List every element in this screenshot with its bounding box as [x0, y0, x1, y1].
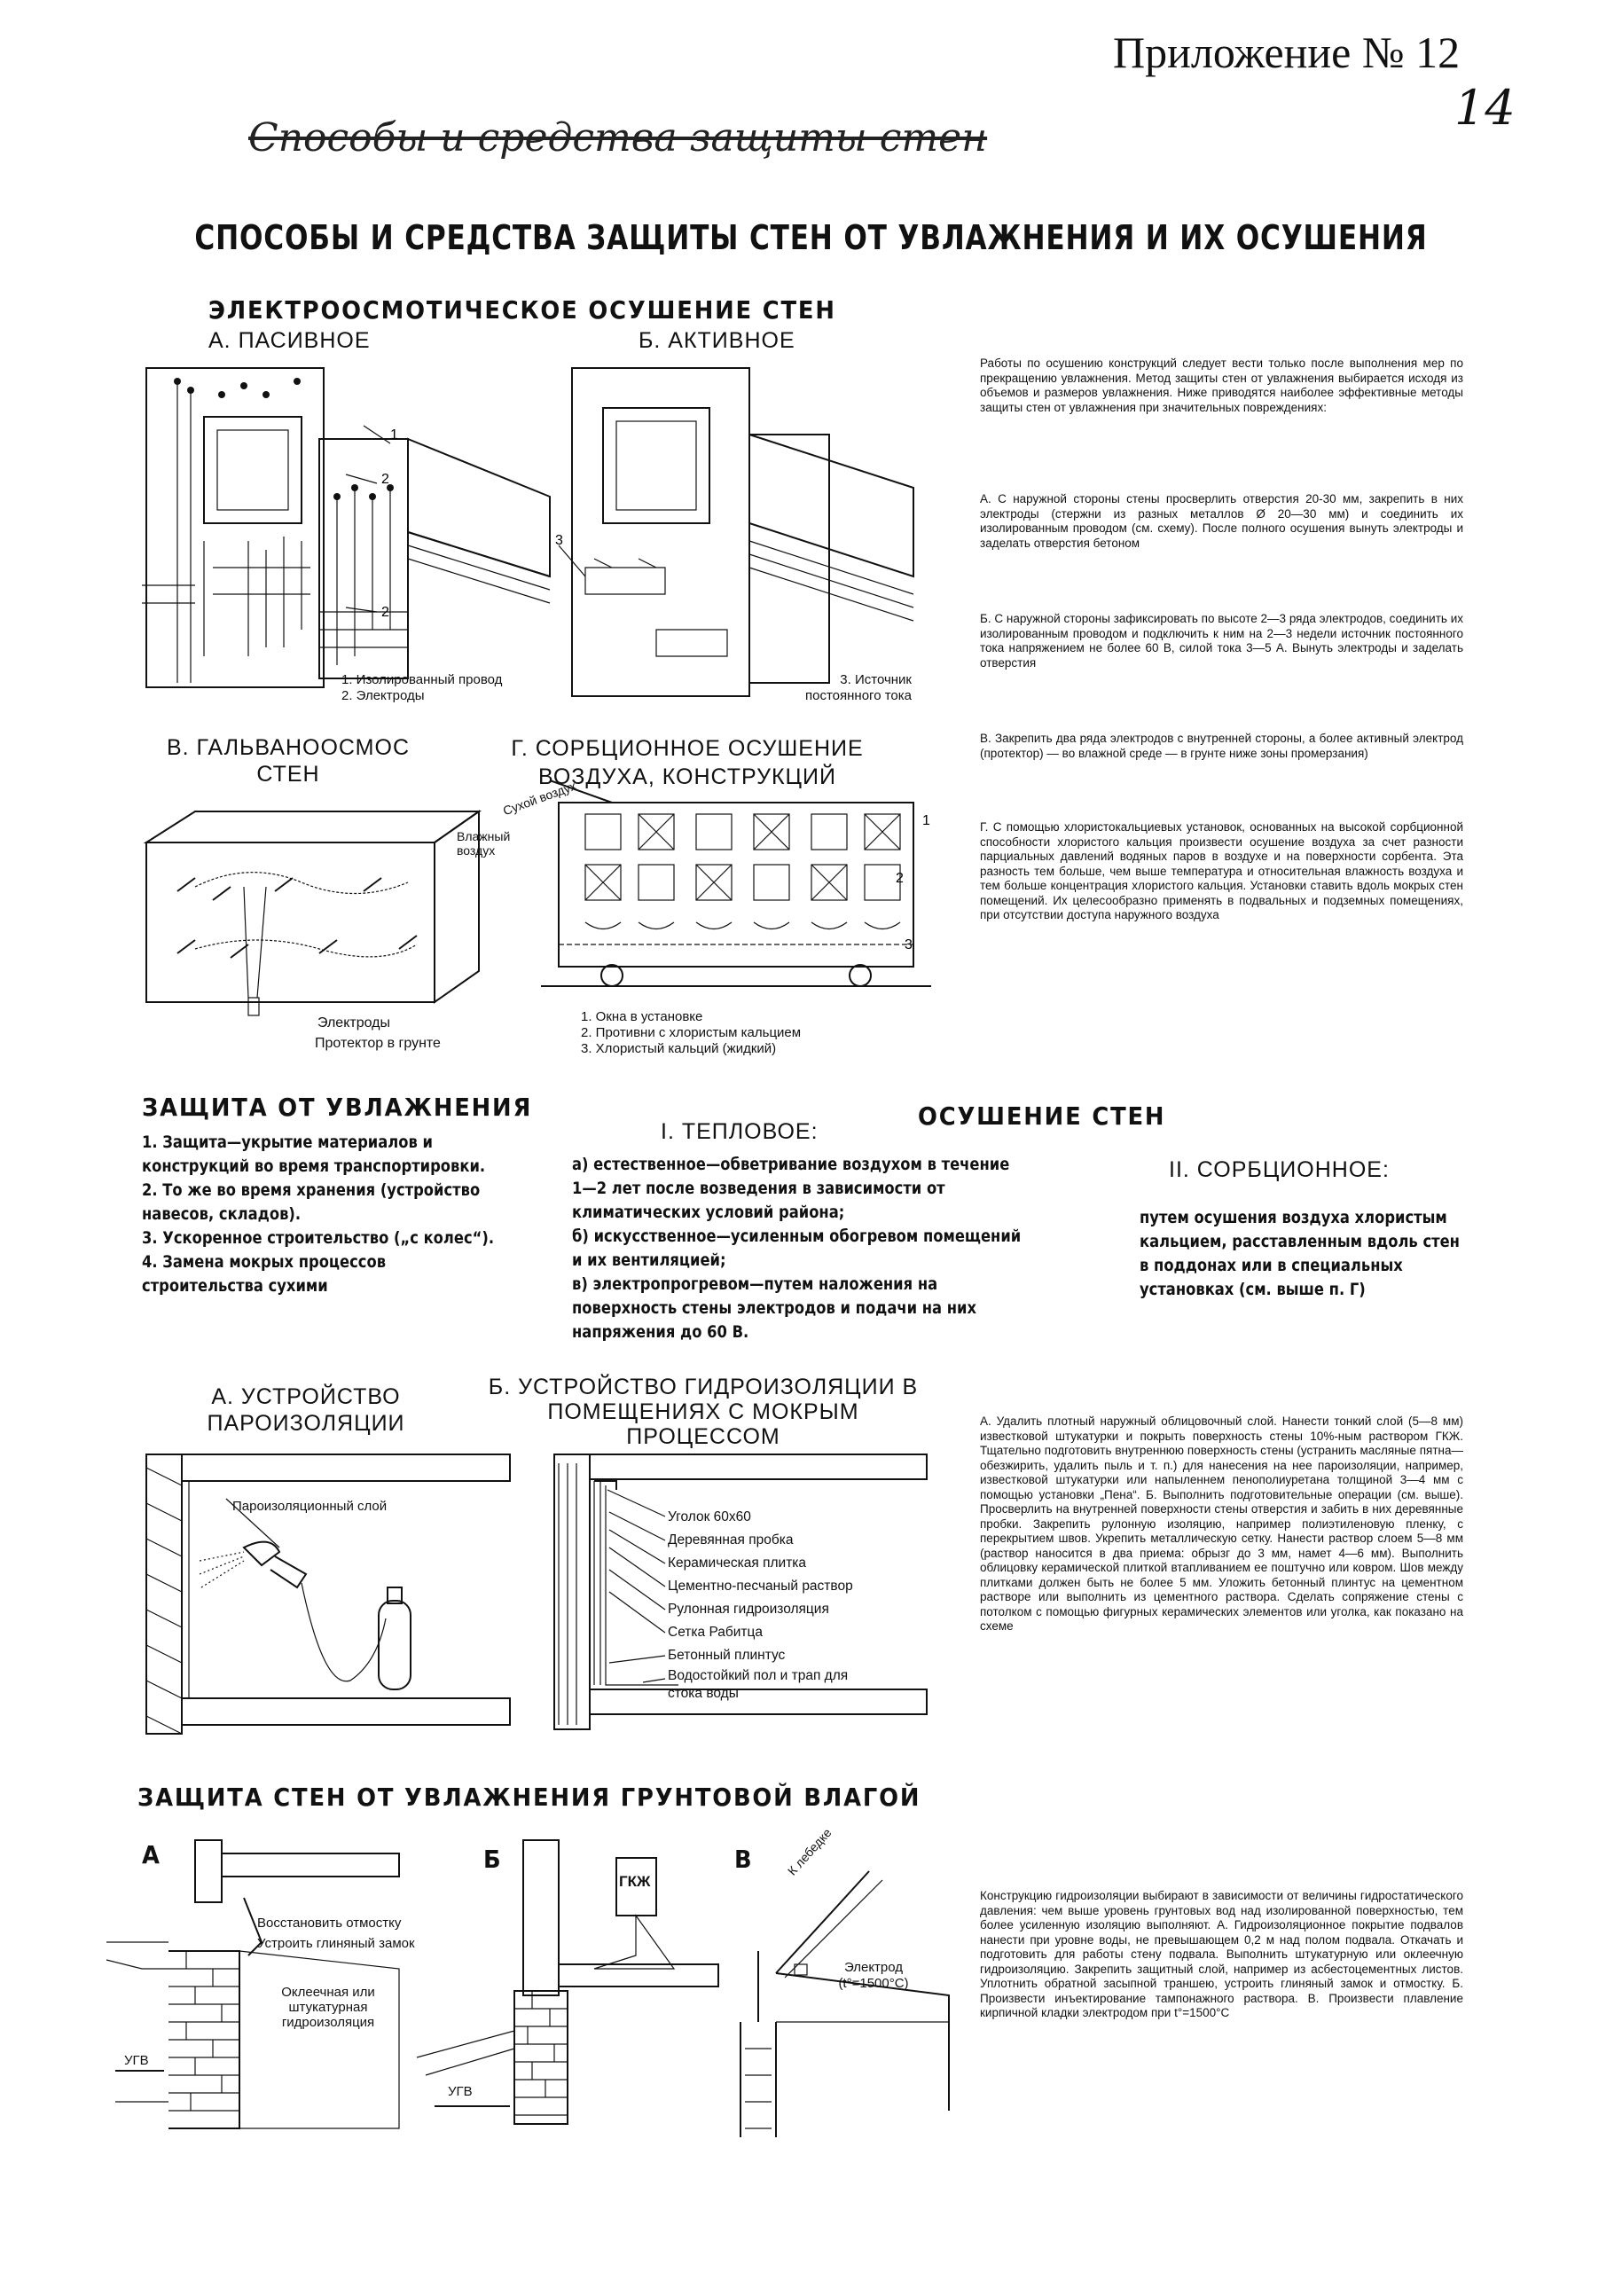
electro-b-legend: 3. Источник постоянного тока [805, 672, 912, 703]
text-b: Б. С наружной стороны зафиксировать по высоте 2—3 ряда электродов, соединить их изолированным проводом и подключить к ним на 2—3 недели источник постоянного тока напряжением не более 60 В, силой тока 3—5 А. Вынуть электроды и заделать отверстия [980, 612, 1463, 670]
ground-label-v: В [734, 1845, 754, 1874]
vapor-b-label: Уголок 60х60 [668, 1509, 751, 1524]
handwritten-note: Способы и средства защиты стен [248, 115, 988, 161]
callout-3-b: 3 [555, 533, 563, 548]
sorption-legend-1: 1. Окна в установке [581, 1009, 703, 1024]
vapor-a-label: Пароизоляционный слой [232, 1499, 388, 1514]
protection-item: 4. Замена мокрых процессов строительства сухими [142, 1252, 387, 1296]
gkzh-label: ГКЖ [619, 1873, 651, 1890]
sorption-drying-text [1140, 1206, 1460, 1302]
vapor-a-diagram [146, 1450, 510, 1738]
thermal-item: а) естественное—обветривание воздухом в течение 1—2 лет после возведения в зависимости от климатических условий района; [572, 1155, 1010, 1222]
sorption-drying-paragraph: путем осушения воздуха хлористым кальцием, расставленным вдоль стен в поддонах или в специальных установках (см. выше п. Г) [1140, 1208, 1460, 1299]
text-g: Г. С помощью хлористокальциевых установок, основанных на высокой сорбционной способности хлористого кальция произвести осушение воздуха за счет разности парциальных давлений водяных паров в воздухе и на поверхности сорбента. Эта разность тем больше, чем выше температура и относительная влажность воздуха и тем больше концентрация хлористого кальция. Установки ставить вдоль мокрых стен помещений. Их целесообразно применять в подвальных и подземных помещениях, при отсутствии доступа наружного воздуха [980, 820, 1463, 921]
galvano-diagram [142, 798, 488, 1020]
protection-item: 2. То же во время хранения (устройство навесов, складов). [142, 1180, 481, 1224]
sorption-drying-title: II. СОРБЦИОННОЕ: [1169, 1157, 1390, 1182]
vapor-text: А. Удалить плотный наружный облицовочный слой. Нанести тонкий слой (5—8 мм) известковой штукатурки и покрыть поверхность стены 10%-ным раствором ГКЖ. Тщательно подготовить внутреннюю поверхность стены (устранить масляные пятна—обезжирить, удалить пыль и т. п.) для нанесения на нее пароизоляции, например, известковой штукатурки или напыленнем пенополиуретана толщиной 3—4 мм с помощью установки „Пена“. Б. Выполнить подготовительные операции (см. выше). Просверлить на внутренней поверхности стены отверстия и забить в них деревянные пробки. Закрепить рулонную изоляцию, например полиэтиленовую пленку, с перекрытием швов. Укрепить металлическую сетку. Нанести раствор слоем 5—8 мм (раствор наносится в два приема: обрызг до 3 мм, намет 4—6 мм). Выполнить облицовку керамической плиткой втапливанием ее поштучно или ковром. Шов между плитками должен быть не более 5 мм. Уложить бетонный плинтус на цементном растворе или выполнить из цементного раствора. Сделать сопряжение стены с потолком с помощью фигурных керамических элементов или уголка, как показано на схеме [980, 1414, 1463, 1633]
sorption-legend-2: 2. Противни с хлористым кальцием [581, 1025, 802, 1040]
thermal-item: в) электропрогревом—путем наложения на поверхность стены электродов и подачи на них напряжения до 60 В. [572, 1274, 977, 1342]
electro-a-legend-1: 1. Изолированный провод [341, 672, 503, 687]
vapor-b-title: Б. УСТРОЙСТВО ГИДРОИЗОЛЯЦИИ В ПОМЕЩЕНИЯХ С МОКРЫМ ПРОЦЕССОМ [488, 1375, 919, 1449]
drying-heading: ОСУШЕНИЕ СТЕН [918, 1101, 1166, 1131]
sorption-title: Г. СОРБЦИОННОЕ ОСУШЕНИЕ ВОЗДУХА, КОНСТРУКЦИЙ [511, 736, 864, 789]
vapor-b-label: Керамическая плитка [668, 1555, 807, 1571]
protection-item: 3. Ускоренное строительство („с колес“). [142, 1228, 495, 1248]
page-title: СПОСОБЫ И СРЕДСТВА ЗАЩИТЫ СТЕН ОТ УВЛАЖНЕНИЯ И ИХ ОСУШЕНИЯ [194, 218, 1428, 257]
wet-air-label: Влажный воздух [457, 829, 511, 858]
text-v: В. Закрепить два ряда электродов с внутренней стороны, а более активный электрод (протектор) — во влажной среде — в грунте ниже зоны промерзания) [980, 732, 1463, 760]
text-intro: Работы по осушению конструкций следует вести только после выполнения мер по прекращению увлажнения. Метод защиты стен от увлажнения выбирается исходя из объемов и размеров увлажнения. Ниже приводятся наиболее эффективные методы защиты стен от увлажнения при значительных повреждениях: [980, 357, 1463, 414]
ground-label-a: А [142, 1840, 161, 1869]
protection-item: 1. Защита—укрытие материалов и конструкций во время транспортировки. [142, 1132, 486, 1176]
vapor-b-label: Сетка Рабитца [668, 1625, 764, 1640]
vapor-b-label: Цементно-песчаный раствор [668, 1579, 853, 1594]
text-a: А. С наружной стороны стены просверлить отверстия 20-30 мм, закрепить в них электроды (стержни из разных металлов Ø 20—30 мм) и соединить их изолированным проводом (см. схему). После полного осушения вынуть электроды и заделать отверстия бетоном [980, 492, 1463, 550]
vapor-b-label: Рулонная гидроизоляция [668, 1602, 829, 1617]
callout-2b-a: 2 [381, 605, 389, 620]
vapor-b-labels [668, 1506, 872, 1703]
callout-2-a: 2 [381, 472, 389, 487]
sorption-callout-1: 1 [922, 813, 930, 828]
electro-active-diagram [555, 364, 922, 701]
electro-b-title: Б. АКТИВНОЕ [639, 328, 795, 353]
vapor-b-label: Деревянная пробка [668, 1532, 794, 1548]
protection-heading: ЗАЩИТА ОТ УВЛАЖНЕНИЯ [142, 1093, 533, 1122]
sorption-legend-3: 3. Хлористый кальций (жидкий) [581, 1041, 777, 1056]
electro-a-legend-2: 2. Электроды [341, 688, 425, 703]
to-winch-label: К лебедке [784, 1825, 835, 1878]
vapor-b-label: Водостойкий пол и трап для стока воды [668, 1668, 849, 1701]
thermal-item: б) искусственное—усиленным обогревом помещений и их вентиляцией; [572, 1226, 1022, 1270]
ground-text: Конструкцию гидроизоляции выбирают в зависимости от величины гидростатического давления: чем выше уровень грунтовых вод над изолированной поверхностью, тем более усиленную изоляцию выполняют. А. Гидроизоляционное покрытие подвалов нанести при уровне воды, не превышающем 0,2 м над полом подвала. Откачать и подготовить для работы стену подвала. Выполнить штукатурную или оклеечную гидроизоляцию. Закрепить защитный слой, например из асбестоцементных листов. Уплотнить обратной засыпной траншею, устроить глиняный замок и отмостку. Б. Произвести инъектирование тампонажного раствора. В. Произвести плавление кирпичной кладки электродом при t°=1500°C [980, 1889, 1463, 2019]
sorption-callout-2: 2 [896, 871, 904, 886]
ground-label-b: Б [483, 1845, 503, 1874]
sorption-diagram [541, 798, 931, 993]
galvano-title: В. ГАЛЬВАНООСМОС СТЕН [166, 735, 411, 787]
protection-list [142, 1131, 500, 1298]
appendix-number: Приложение № 12 [1113, 27, 1461, 77]
galvano-electrodes-label: Электроды [317, 1015, 390, 1030]
ground-heading: ЗАЩИТА СТЕН ОТ УВЛАЖНЕНИЯ ГРУНТОВОЙ ВЛАГОЙ [137, 1783, 921, 1812]
ugv-b-label: УГВ [448, 2084, 473, 2099]
ground-a-label-1: Восстановить отмостку [257, 1916, 402, 1931]
callout-1-a: 1 [390, 427, 398, 443]
thermal-title: I. ТЕПЛОВОЕ: [661, 1119, 819, 1144]
galvano-protector-label: Протектор в грунте [315, 1036, 441, 1051]
ground-a-label-2: Устроить глиняный замок [257, 1936, 415, 1951]
electro-passive-diagram [142, 364, 550, 701]
sorption-callout-3: 3 [905, 937, 913, 952]
ground-v-diagram [709, 1845, 967, 2146]
dry-air-label: Сухой воздух [500, 778, 578, 819]
electro-heading: ЭЛЕКТРООСМОТИЧЕСКОЕ ОСУШЕНИЕ СТЕН [208, 295, 836, 325]
electro-a-title: А. ПАСИВНОЕ [208, 328, 371, 353]
vapor-b-label: Бетонный плинтус [668, 1648, 786, 1663]
vapor-a-title: А. УСТРОЙСТВО ПАРОИЗОЛЯЦИИ [207, 1384, 405, 1436]
ground-a-label-3: Оклеечная или штукатурная гидроизоляция [281, 1985, 375, 2030]
ugv-a-label: УГВ [124, 2053, 149, 2068]
thermal-list [572, 1153, 1022, 1344]
electrode-label: Электрод (t°=1500°C) [838, 1960, 909, 1991]
page-note: 14 [1454, 80, 1516, 136]
